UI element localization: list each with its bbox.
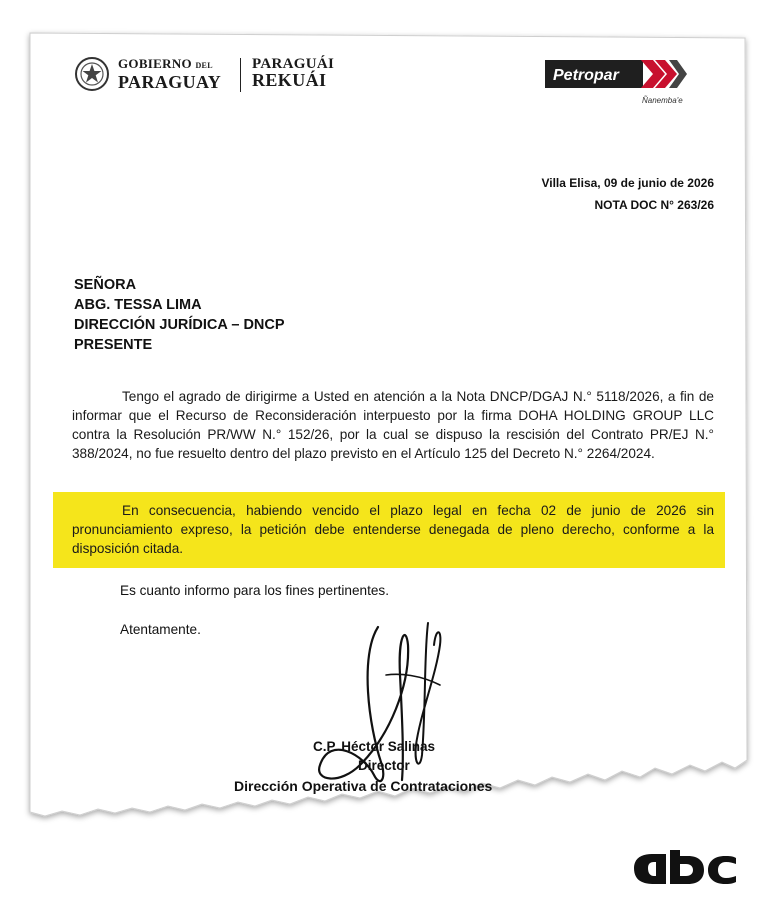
recipient-department: DIRECCIÓN JURÍDICA – DNCP bbox=[74, 317, 285, 333]
petropar-logo-text: Petropar bbox=[553, 67, 619, 84]
petropar-tagline: Ñanemba'e bbox=[642, 96, 683, 105]
document-number: NOTA DOC N° 263/26 bbox=[594, 198, 714, 212]
signer-title: Director bbox=[358, 758, 410, 773]
closing-text: Atentamente. bbox=[120, 622, 201, 637]
paraguay-seal-icon bbox=[74, 56, 110, 92]
gov-alt-line2: REKUÁI bbox=[252, 70, 327, 90]
gov-line1-small: DEL bbox=[195, 61, 213, 70]
abc-publisher-logo bbox=[630, 846, 740, 892]
signer-name: C.P. Héctor Salinas bbox=[313, 739, 436, 754]
document-date: Villa Elisa, 09 de junio de 2026 bbox=[541, 176, 714, 190]
body-paragraph-1: Tengo el agrado de dirigirme a Usted en atención a la Nota DNCP/DGAJ N.° 5118/2026, a fin de informar que el Recurso de Reconsideración interpuesto por la firma DOHA HOLDING GROUP LLC contra la Resolución PR/WW N.° 152/26, por la cual se dispuso la rescisión del Contrato PR/EJ N.° 388/2024, no fue resuelto dentro del plazo previsto en el Artículo 125 del Decreto N.° 2264/2024. bbox=[72, 389, 714, 461]
recipient-salutation: SEÑORA bbox=[74, 277, 137, 293]
signer-department: Dirección Operativa de Contrataciones bbox=[234, 778, 493, 794]
government-name-guarani bbox=[252, 57, 334, 89]
recipient-name: ABG. TESSA LIMA bbox=[74, 297, 202, 313]
body-paragraph-2-highlighted: En consecuencia, habiendo vencido el plazo legal en fecha 02 de junio de 2026 sin pronunciamiento expreso, la petición debe entenderse denegada de pleno derecho, conforme a la disposición citada. bbox=[72, 503, 714, 556]
body-paragraph-3: Es cuanto informo para los fines pertinentes. bbox=[120, 583, 390, 598]
gov-alt-line1: PARAGUÁI bbox=[252, 56, 335, 72]
petropar-logo bbox=[545, 58, 687, 90]
gov-line1-main: GOBIERNO bbox=[118, 56, 192, 71]
recipient-presente: PRESENTE bbox=[74, 337, 153, 353]
gov-line2: PARAGUAY bbox=[118, 72, 222, 92]
header-divider bbox=[240, 58, 241, 92]
recipient-block bbox=[74, 275, 285, 355]
government-name bbox=[118, 57, 221, 91]
